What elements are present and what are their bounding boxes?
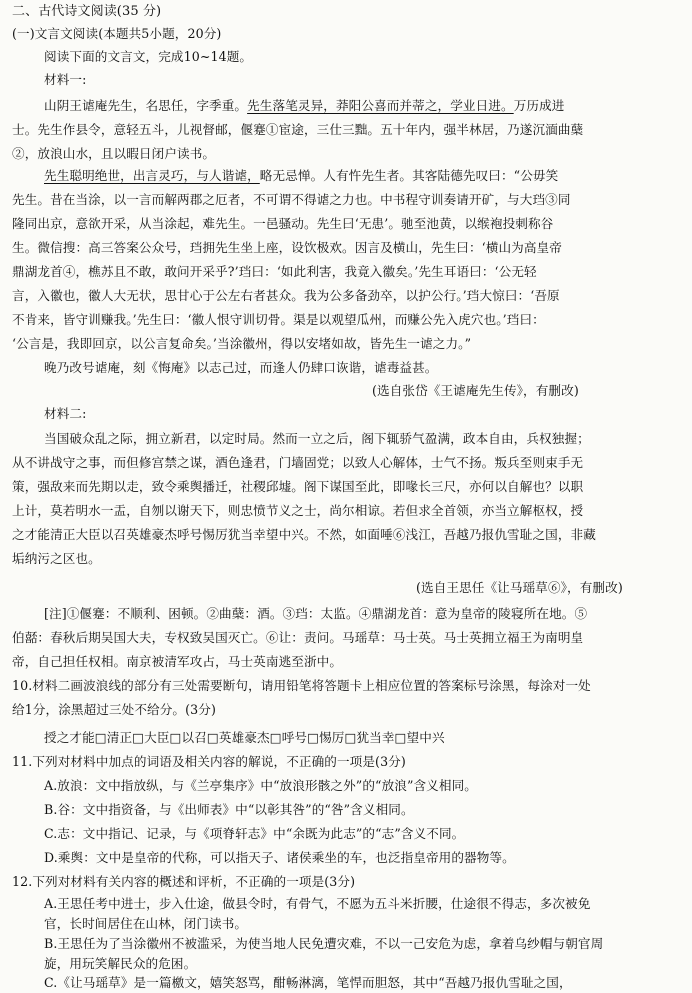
material1-title: 材料一: bbox=[44, 72, 87, 87]
m2-source: (选自王思任《让马瑶草⑥》，有删改) bbox=[416, 580, 623, 595]
q11-stem: 11.下列对材料中加点的词语及相关内容的解说，不正确的一项是(3分) bbox=[12, 754, 406, 769]
note-line2: 伯嚭：春秋后期吴国大夫，专权致吴国灭亡。⑥让：责问。马瑶草：马士英。马士英拥立福王为南明皇 bbox=[12, 630, 584, 645]
m1-p2-line2: 先生。昔在当涂，以一言而解两郡之厄者，不可谓不得谑之力也。中书程守训奏请开矿，与大珰③同 bbox=[12, 192, 571, 207]
instruction: 阅读下面的文言文，完成10~14题。 bbox=[44, 49, 253, 64]
q12-stem: 12.下列对材料有关内容的概述和评析，不正确的一项是(3分) bbox=[12, 874, 356, 889]
text-segment: 万历成进 bbox=[513, 98, 565, 113]
m2-line6: 垢纳污之区也。 bbox=[12, 551, 101, 566]
m1-p1-line2: 士。先生作县令，意轻五斗，儿视督邮，偃蹇①宦途，三仕三黜。五十年内，强半林居，乃遂沉湎曲蘖 bbox=[12, 122, 584, 137]
m2-line2: 从不讲战守之事，而但修宫禁之谋，酒色逢君，门墙固党；以致人心解体，士气不扬。叛兵至则束手无 bbox=[12, 455, 584, 470]
m2-line3: 策，强敌来而先期以走，致令乘舆播迁，社稷邱墟。阁下谋国至此，即喙长三尺，亦何以自解也？以职 bbox=[12, 479, 584, 494]
text-segment: 略无忌惮。人有忤先生者。其客陆德先叹曰：“公毋笑 bbox=[259, 168, 559, 183]
m1-p1-line1 bbox=[44, 96, 564, 116]
m1-p2-line3: 隆同出京，意欲开采，从当涂起，难先生。一邑骚动。先生曰‘无患’。驰至池黄，以缑袍投刺称谷 bbox=[12, 216, 554, 231]
text-segment: 山阴王谑庵先生，名思任，字季重。 bbox=[44, 98, 248, 113]
m2-line5: 之才能清正大臣以召英雄豪杰呼号惕厉犹当幸望中兴。不然，如面唾⑥浅江，吾越乃报仇雪耻之国，非藏 bbox=[12, 527, 596, 542]
q11-option-a: A.放浪：文中指放纵，与《兰亭集序》中“放浪形骸之外”的“放浪”含义相同。 bbox=[44, 778, 477, 793]
q11-option-b: B.谷：文中指资备，与《出师表》中“以彰其咎”的“咎”含义相同。 bbox=[44, 802, 414, 817]
underlined-sentence: 先生落笔灵异，莽阳公喜而并蒂之，学业日进。 bbox=[247, 98, 514, 113]
q12-option-c-line1: C.《让马瑶草》是一篇檄文，嬉笑怒骂，酣畅淋漓，笔悍而胆怒，其中“吾越乃报仇雪耻之国， bbox=[44, 975, 572, 990]
section-heading: 二、古代诗文阅读(35 分) bbox=[12, 4, 162, 19]
m1-p2-line6: 言，入徽也，徽人大无状，思甘心于公左右者甚众。我为公多备劲卒，以护公行。’珰大惊曰：‘吾原 bbox=[12, 288, 560, 303]
q10-sentence: 授之才能□清正□大臣□以召□英雄豪杰□呼号□惕厉□犹当幸□望中兴 bbox=[44, 730, 445, 745]
q10-line1: 10.材料二画波浪线的部分有三处需要断句，请用铅笔将答题卡上相应位置的答案标号涂黑，每涂对一处 bbox=[12, 678, 591, 693]
note-line3: 帝，自己担任权相。南京被清军攻占，马士英南逃至浙中。 bbox=[12, 654, 343, 669]
q12-option-b-line1: B.王思任为了当涂徽州不被滥采，为使当地人民免遭灾难，不以一己安危为虑，拿着乌纱帽与朝官周 bbox=[44, 936, 604, 951]
m1-p2-line7: 不肯来，皆守训赚我。’先生曰：‘徽人恨守训切骨。渠是以观望瓜州，而赚公先入虎穴也。’珰曰： bbox=[12, 312, 545, 327]
m1-p2-line5: 鼎湖龙首④，樵苏且不敢，敢问开采乎?’珰曰：‘如此利害，我竟入徽矣。’先生耳语曰：‘公无轻 bbox=[12, 264, 537, 279]
q10-line2: 给1分，涂黑超过三处不给分。(3分) bbox=[12, 702, 216, 717]
note-line1: [注]①偃蹇：不顺利、困顿。②曲蘖：酒。③珰：太监。④鼎湖龙首：意为皇帝的陵寝所在地。⑤ bbox=[44, 606, 588, 621]
q12-option-b-line2: 旋，用玩笑解民众的危困。 bbox=[44, 956, 197, 971]
q11-option-c: C.志：文中指记、记录，与《项脊轩志》中“余既为此志”的“志”含义不同。 bbox=[44, 826, 465, 841]
m2-line4: 上计，莫若明水一盂，自刎以谢天下，则忠愤节义之士，尚尔相谅。若但求全首领，亦当立解枢权，授 bbox=[12, 503, 584, 518]
subsection-heading: (一)文言文阅读(本题共5小题，20分) bbox=[12, 26, 222, 41]
q11-option-d: D.乘舆：文中是皇帝的代称，可以指天子、诸侯乘坐的车，也泛指皇帝用的器物等。 bbox=[44, 850, 515, 865]
m1-p2-line1 bbox=[44, 166, 558, 186]
m1-p1-line3: ②，放浪山水，且以暇日闭户读书。 bbox=[12, 146, 216, 161]
m2-line1: 当国破众乱之际，拥立新君，以定时局。然而一立之后，阁下辄骄气盈满，政本自由，兵权独握； bbox=[44, 431, 590, 446]
m1-p2-line8: ‘公言是，我即回京，以公言复命矣。’当涂徽州，得以安堵如故，皆先生一谑之力。” bbox=[12, 336, 472, 351]
m1-p3: 晚乃改号谑庵，刻《悔庵》以志己过，而逢人仍肆口诙谐，谑毒益甚。 bbox=[44, 360, 438, 375]
m1-source: (选自张岱《王谑庵先生传》，有删改) bbox=[372, 383, 579, 398]
q12-option-a-line1: A.王思任考中进士，步入仕途，做县令时，有骨气，不愿为五斗米折腰，仕途很不得志，多次被免 bbox=[44, 896, 591, 911]
material2-title: 材料二: bbox=[44, 406, 87, 421]
m1-p2-line4: 生。微信搜：高三答案公众号，珰拥先生坐上座，设饮极欢。因言及横山，先生曰：‘横山为高皇帝 bbox=[12, 240, 562, 255]
underlined-sentence: 先生聪明绝世，出言灵巧，与人谐谑， bbox=[44, 168, 260, 183]
q12-option-a-line2: 官，长时间居住在山林，闭门读书。 bbox=[44, 916, 248, 931]
